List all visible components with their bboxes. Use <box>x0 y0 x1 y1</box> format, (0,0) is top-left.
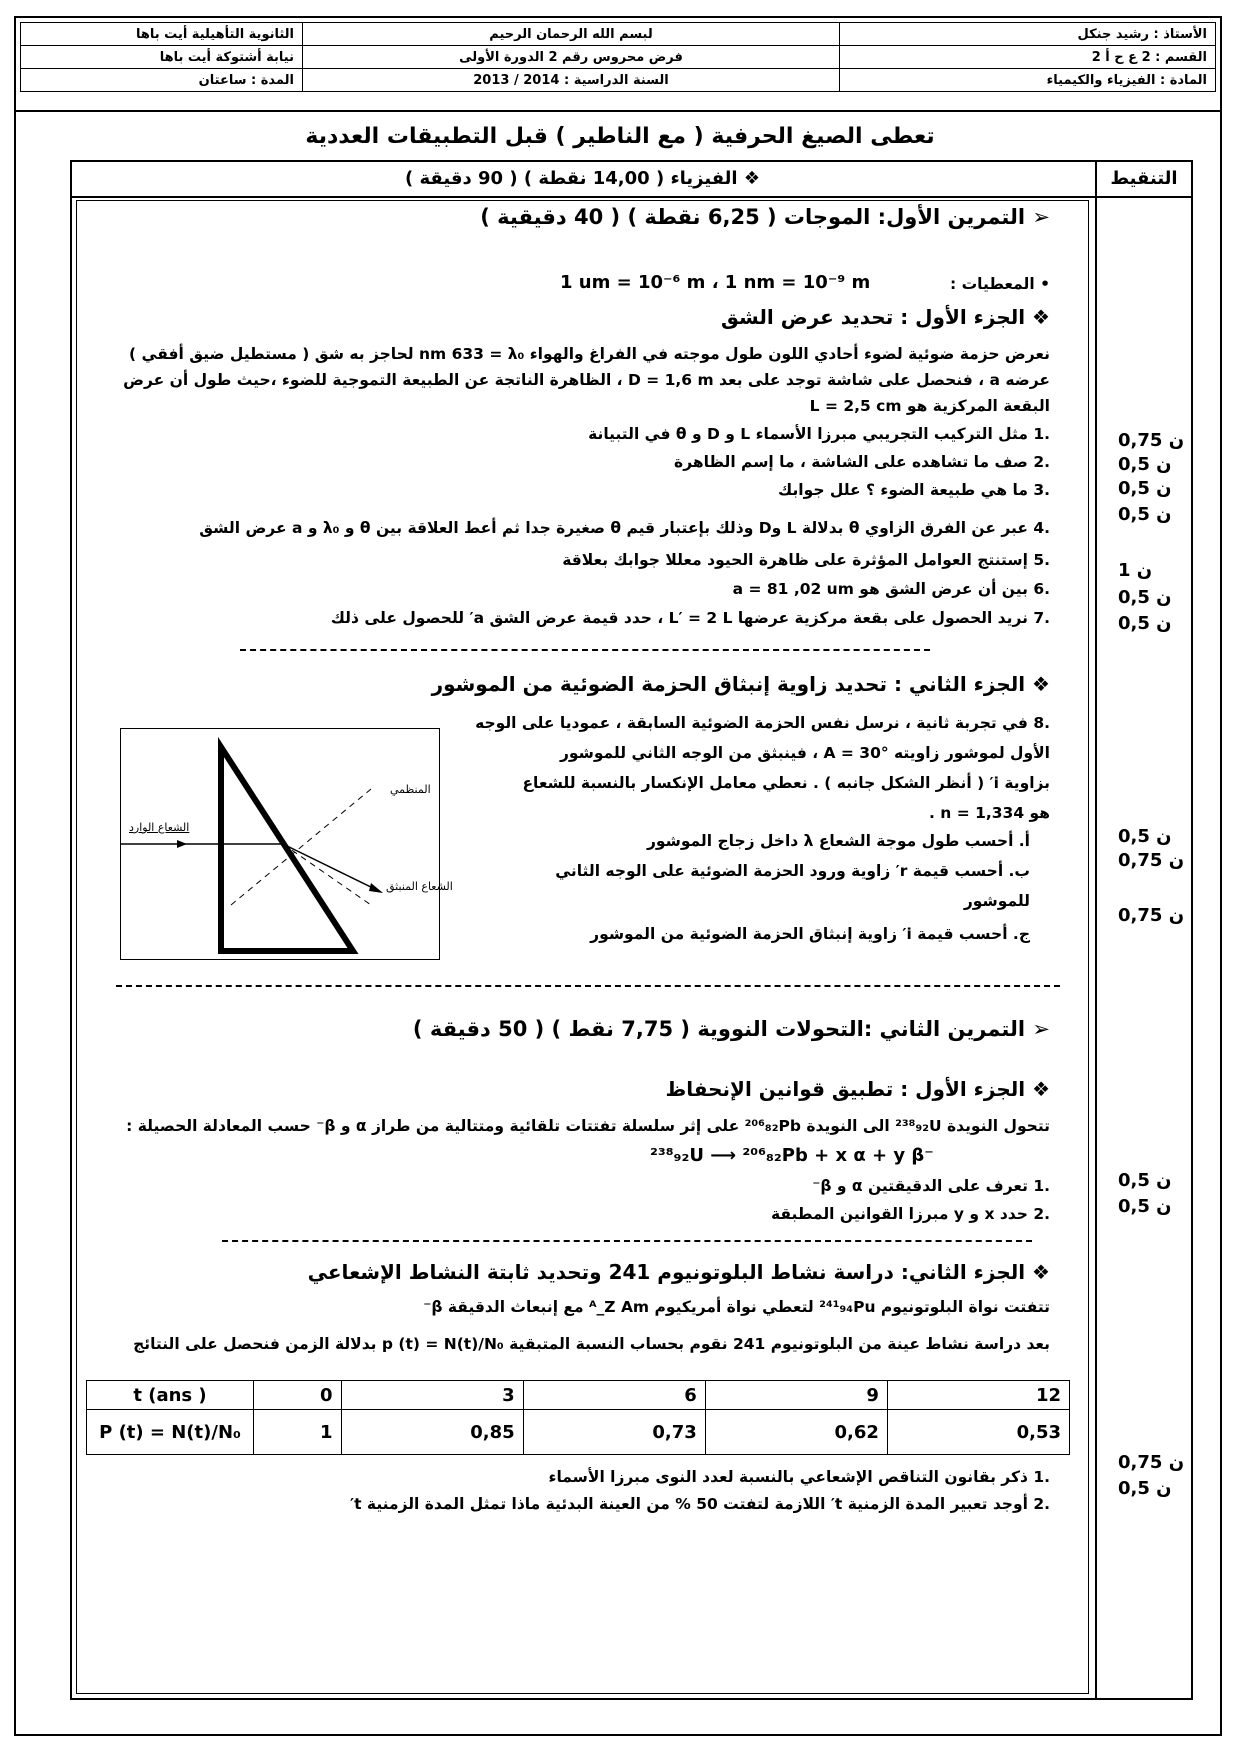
points-ex2-q2: 0,5 ن <box>1118 1196 1172 1217</box>
divider <box>116 985 1060 987</box>
points-ex2-q3: 0,75 ن <box>1118 1452 1185 1473</box>
ex2-intro: تتحول النويدة ²³⁸₉₂U الى النويدة ²⁰⁶₈₂Pb على إثر سلسلة تفتتات تلقائية ومتتالية من طراز α و β⁻ حسب المعادلة الحصيلة : <box>126 1117 1050 1135</box>
ex2-equation: ²³⁸₉₂U ⟶ ²⁰⁶₈₂Pb + x α + y β⁻ <box>650 1145 934 1166</box>
ex2-q2: .2 حدد x و y مبرزا القوانين المطبقة <box>770 1205 1050 1223</box>
header-duration: المدة : ساعتان <box>21 69 303 92</box>
table-cell: 0 <box>254 1381 342 1410</box>
table-header-t: t (ans ) <box>87 1381 254 1410</box>
header-teacher: الأستاذ : رشيد جنكل <box>840 23 1216 46</box>
prism-shape <box>221 747 353 951</box>
ex1-q8-c: ج. أحسب قيمة i′ زاوية إنبثاق الحزمة الضوئية من الموشور <box>590 925 1030 943</box>
points-q5: 1 ن <box>1118 560 1153 581</box>
points-q3: 0,5 ن <box>1118 478 1172 499</box>
table-cell: 12 <box>887 1381 1069 1410</box>
table-cell: 0,62 <box>705 1410 887 1455</box>
points-q8c: 0,75 ن <box>1118 905 1185 926</box>
ex2-q4: .2 أوجد تعبير المدة الزمنية t′ اللازمة لتفتت 50 % من العينة البدئية ماذا تمثل المدة الزمنية t′ <box>350 1495 1050 1513</box>
ex1-q8-line4: هو n = 1,334 . <box>928 804 1050 822</box>
ex1-givens-label: • المعطيات : <box>950 275 1050 293</box>
ex2-q1: .1 تعرف على الدقيقتين α و β⁻ <box>812 1177 1050 1195</box>
ex2-q3: .1 ذكر بقانون التناقص الإشعاعي بالنسبة لعدد النوى مبرزا الأسماء <box>548 1468 1050 1486</box>
points-q8b: 0,75 ن <box>1118 850 1185 871</box>
ex1-part2-title: ❖ الجزء الثاني : تحديد زاوية إنبثاق الحزمة الضوئية من الموشور <box>431 672 1050 696</box>
ex1-q8-line3: بزاوية i′ ( أنظر الشكل جانبه ) . نعطي معامل الإنكسار بالنسبة للشعاع <box>522 774 1050 792</box>
points-q2: 0,5 ن <box>1118 454 1172 475</box>
header-subject: المادة : الفيزياء والكيمياء <box>840 69 1216 92</box>
dashed-ray <box>283 844 371 905</box>
header-exam: فرض محروس رقم 2 الدورة الأولى <box>303 46 840 69</box>
table-cell: 6 <box>523 1381 705 1410</box>
incident-arrow <box>177 840 187 848</box>
prism-diagram <box>121 729 439 959</box>
ex1-q3: .3 ما هي طبيعة الضوء ؟ علل جوابك <box>778 481 1050 499</box>
ex1-intro-line3: البقعة المركزية هو L = 2,5 cm <box>809 397 1050 415</box>
header-table <box>20 22 1216 92</box>
physics-header: ❖ الفيزياء ( 14,00 نقطة ) ( 90 دقيقة ) <box>70 160 1095 198</box>
ex1-q6: .6 بين أن عرض الشق هو a = 81 ,02 um <box>732 580 1050 598</box>
ex1-q8-line1: .8 في تجربة ثانية ، نرسل نفس الحزمة الضوئية السابقة ، عموديا على الوجه <box>475 714 1050 732</box>
label-emergent: الشعاع المنبثق <box>386 880 453 893</box>
ex1-intro-line2: عرضه a ، فنحصل على شاشة توجد على بعد D = 1,6 m ، الظاهرة الناتجة عن الطبيعة التموجية للضوء ،حيث طول أن عرض <box>123 371 1050 389</box>
ex1-q5: .5 إستنتج العوامل المؤثرة على ظاهرة الحيود معللا جوابك بعلاقة <box>562 551 1050 569</box>
points-q6: 0,5 ن <box>1118 587 1172 608</box>
table-cell: 0,53 <box>887 1410 1069 1455</box>
ex1-givens-formula: 1 um = 10⁻⁶ m ، 1 nm = 10⁻⁹ m <box>560 272 871 293</box>
ex1-q8-b2: للموشور <box>963 892 1030 910</box>
ex2-intro3: بعد دراسة نشاط عينة من البلوتونيوم 241 نقوم بحساب النسبة المتبقية p (t) = N(t)/N₀ بدلالة الزمن فنحصل على النتائج <box>133 1335 1050 1353</box>
table-row <box>87 1381 1070 1410</box>
ex2-part1-title: ❖ الجزء الأول : تطبيق قوانين الإنحفاظ <box>665 1077 1050 1101</box>
table-cell: 1 <box>254 1410 342 1455</box>
ex1-q8-a: أ. أحسب طول موجة الشعاع λ داخل زجاج الموشور <box>646 832 1030 850</box>
emergent-arrow <box>369 883 383 893</box>
prism-figure <box>120 728 440 960</box>
ex1-q7: .7 نريد الحصول على بقعة مركزية عرضها L′ = 2 L ، حدد قيمة عرض الشق a′ للحصول على ذلك <box>330 609 1050 627</box>
header-basmala: لبسم الله الرحمان الرحيم <box>303 23 840 46</box>
normal-line <box>231 789 371 905</box>
ex1-part1-title: ❖ الجزء الأول : تحديد عرض الشق <box>721 305 1050 329</box>
divider <box>222 1240 1032 1242</box>
header-class: القسم : 2 ع ح أ 2 <box>840 46 1216 69</box>
ex1-title: ➢ التمرين الأول: الموجات ( 6,25 نقطة ) ( 40 دقيقية ) <box>480 205 1050 229</box>
header-school: الثانوية التأهيلية أيت باها <box>21 23 303 46</box>
table-row <box>87 1410 1070 1455</box>
ex1-q1: .1 مثل التركيب التجريبي مبرزا الأسماء L و D و θ في التبيانة <box>588 425 1050 443</box>
points-ex2-q1: 0,5 ن <box>1118 1170 1172 1191</box>
table-header-p: P (t) = N(t)/N₀ <box>87 1410 254 1455</box>
ex1-q8-b: ب. أحسب قيمة r′ زاوية ورود الحزمة الضوئية على الوجه الثاني <box>555 862 1030 880</box>
ex1-q2: .2 صف ما تشاهده على الشاشة ، ما إسم الظاهرة <box>674 453 1050 471</box>
divider <box>240 649 930 651</box>
points-q8a: 0,5 ن <box>1118 826 1172 847</box>
table-cell: 9 <box>705 1381 887 1410</box>
ex2-intro2: تتفتت نواة البلوتونيوم ²⁴¹₉₄Pu لتعطي نواة أمريكيوم ᴬ_Z Am مع إنبعاث الدقيقة β⁻ <box>423 1298 1050 1316</box>
points-ex2-q4: 0,5 ن <box>1118 1478 1172 1499</box>
header-directorate: نيابة أشتوكة أيت باها <box>21 46 303 69</box>
page-title: تعطى الصيغ الحرفية ( مع الناطير ) قبل التطبيقات العددية <box>305 124 935 149</box>
table-cell: 0,85 <box>341 1410 523 1455</box>
decay-table <box>86 1380 1070 1455</box>
score-header: التنقيط <box>1095 160 1193 198</box>
ex1-intro-line1: نعرض حزمة ضوئية لضوء أحادي اللون طول موجته في الفراغ والهواء nm 633 = λ₀ لحاجز به شق ( مستطيل ضيق أفقي ) <box>129 345 1050 363</box>
ex1-q8-line2: الأول لموشور زاويته A = 30° ، فينبثق من الوجه الثاني للموشور <box>559 744 1050 762</box>
table-cell: 0,73 <box>523 1410 705 1455</box>
points-q7: 0,5 ن <box>1118 613 1172 634</box>
label-incident: الشعاع الوارد <box>129 821 190 834</box>
points-q1: 0,75 ن <box>1118 430 1185 451</box>
header-separator <box>14 110 1222 112</box>
table-cell: 3 <box>341 1381 523 1410</box>
points-q4: 0,5 ن <box>1118 504 1172 525</box>
ex1-q4: .4 عبر عن الفرق الزاوي θ بدلالة L وD وذلك بإعتبار قيم θ صغيرة جدا ثم أعط العلاقة بين θ و λ₀ و a عرض الشق <box>199 519 1050 537</box>
ex2-part2-title: ❖ الجزء الثاني: دراسة نشاط البلوتونيوم 241 وتحديد ثابتة النشاط الإشعاعي <box>307 1260 1050 1284</box>
header-year: السنة الدراسية : 2014 / 2013 <box>303 69 840 92</box>
ex2-title: ➢ التمرين الثاني :التحولات النووية ( 7,75 نقط ) ( 50 دقيقة ) <box>412 1017 1050 1041</box>
label-normal: المنظمي <box>390 783 431 796</box>
